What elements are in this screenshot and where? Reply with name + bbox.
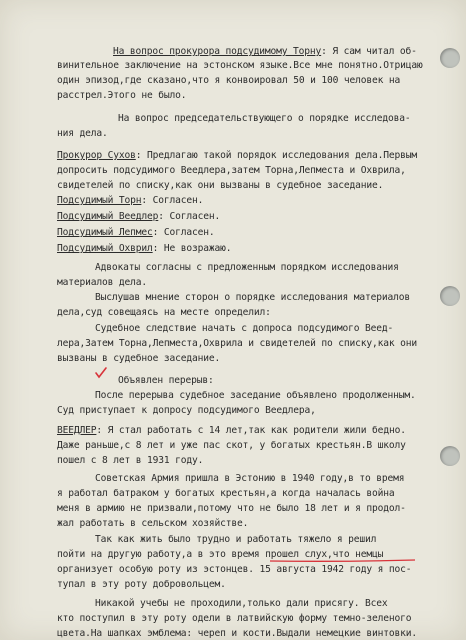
- text-line: ВЕЕДЛЕР: Я стал работать с 14 лет,так как родители жили бедно.: [57, 425, 406, 436]
- text-line: жал работать в сельском хозяйстве.: [57, 518, 249, 529]
- text-line: материалов дела.: [57, 277, 148, 288]
- punch-hole: [440, 48, 460, 68]
- text-line: вызваны в судебное заседание.: [57, 353, 221, 364]
- text-line: пошел с 8 лет в 1931 году.: [57, 455, 204, 466]
- text-line: дела,суд совещаясь на месте определил:: [57, 307, 271, 318]
- text-line: Подсудимый Веедлер: Согласен.: [57, 211, 221, 222]
- text-line: Никакой учебы не проходили,только дали присягу. Всех: [95, 598, 388, 609]
- text-line: Судебное следствие начать с допроса подсудимого Веед-: [95, 323, 394, 334]
- text-line: винительное заключение на эстонском языке.Все мне понятно.Отрицаю: [57, 60, 423, 71]
- text-line: пойти на другую работу,а в это время прошел слух,что немцы: [57, 549, 384, 560]
- red-check-mark-icon: [94, 366, 108, 380]
- text-line: Подсудимый Лепмес: Согласен.: [57, 227, 215, 238]
- text-line: Даже раньше,с 8 лет и уже пас скот, у богатых крестьян.В школу: [57, 440, 406, 451]
- text-line: свидетелей по списку,как они вызваны в судебное заседание.: [57, 180, 384, 191]
- text-line: Подсудимый Охврил: Не возражаю.: [57, 243, 232, 254]
- text-line: Адвокаты согласны с предложенным порядком исследования: [95, 262, 399, 273]
- text-line: После перерыва судебное заседание объявлено продолженным.: [95, 390, 416, 401]
- text-line: кто поступил в эту роту одели в латвийскую форму темно-зеленого: [57, 613, 412, 624]
- text-line: Суд приступает к допросу подсудимого Веедлера,: [57, 405, 316, 416]
- text-line: расстрел.Этого не было.: [57, 90, 187, 101]
- text-line: На вопрос председательствующего о порядке исследова-: [118, 113, 411, 124]
- text-line: лера,Затем Торна,Лепместа,Охврила и свидетелей по списку,как они: [57, 338, 418, 349]
- text-line: допросить подсудимого Веедлера,затем Торна,Лепместа и Охврила,: [57, 165, 406, 176]
- text-line: Советская Армия пришла в Эстонию в 1940 году,в то время: [95, 473, 405, 484]
- text-line: один эпизод,где сказано,что я конвоировал 50 и 100 человек на: [57, 75, 401, 86]
- text-line: Прокурор Сухов: Предлагаю такой порядок исследования дела.Первым: [57, 150, 418, 161]
- text-line: Так как жить было трудно и работать тяжело я решил: [95, 534, 377, 545]
- text-line: я работал батраком у богатых крестьян,а когда началась война: [57, 488, 395, 499]
- text-line: организует особую роту из эстонцев. 15 августа 1942 году я пос-: [57, 564, 412, 575]
- text-line: цвета.На шапках эмблема: череп и кости.Выдали немецкие винтовки.: [57, 628, 418, 639]
- text-line: ния дела.: [57, 128, 108, 139]
- text-line: На вопрос прокурора подсудимому Торну: Я сам читал об-: [113, 46, 417, 57]
- punch-hole: [440, 286, 460, 306]
- red-underline-mark: [270, 559, 415, 563]
- punch-hole: [440, 446, 460, 466]
- text-line: Выслушав мнение сторон о порядке исследования материалов: [95, 292, 411, 303]
- text-line: Подсудимый Торн: Согласен.: [57, 195, 204, 206]
- text-line: меня в армию не призвали,потому что не было 18 лет и я продол-: [57, 503, 406, 514]
- text-line: Объявлен перерыв:: [118, 375, 214, 386]
- text-line: тупал в эту роту добровольцем.: [57, 579, 226, 590]
